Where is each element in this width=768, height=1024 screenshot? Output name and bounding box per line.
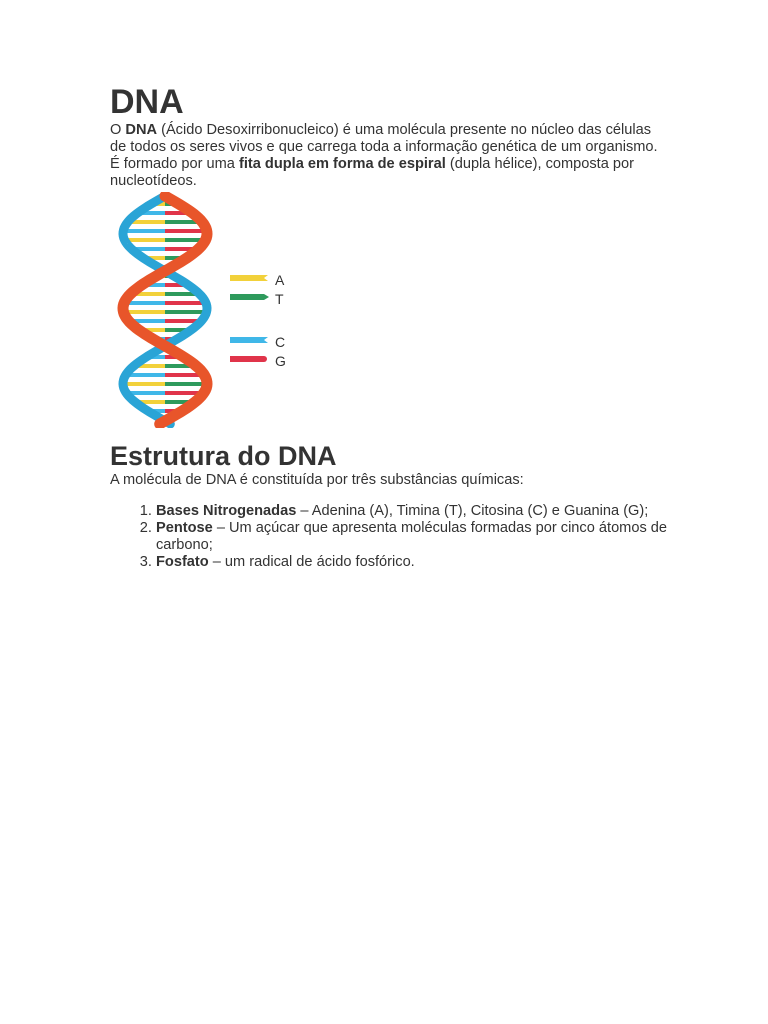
intro-2-bold: fita dupla em forma de espiral xyxy=(238,156,446,172)
legend-swatch-a xyxy=(230,275,268,281)
dna-helix-figure xyxy=(110,192,310,428)
list-item xyxy=(156,503,670,520)
intro-2-prefix: É formado por uma xyxy=(110,156,239,172)
list-item-bold: Pentose xyxy=(156,520,213,536)
section-lead: A molécula de DNA é constituída por três substâncias químicas: xyxy=(110,472,524,488)
legend-swatch-t xyxy=(230,294,269,300)
base-pair-rungs xyxy=(123,204,207,411)
intro-1-text: (Ácido Desoxirribonucleico) é uma molécula presente no núcleo das células de todos os seres vivos e que carrega toda a informação genética de um organismo. xyxy=(110,122,658,155)
intro-paragraph-1 xyxy=(110,122,670,156)
legend-swatch-c xyxy=(230,337,268,343)
legend-label-g: G xyxy=(275,353,286,369)
intro-paragraph-2 xyxy=(110,156,670,190)
intro-1-prefix: O xyxy=(110,122,126,138)
legend-label-t: T xyxy=(275,291,284,307)
legend-swatch-g xyxy=(230,356,267,362)
list-item xyxy=(156,520,670,554)
list-item-text: – um radical de ácido fosfórico. xyxy=(208,554,415,570)
legend-swatches xyxy=(230,275,269,362)
list-item-bold: Bases Nitrogenadas xyxy=(156,503,297,519)
list-item-text: – Adenina (A), Timina (T), Citosina (C) e Guanina (G); xyxy=(296,503,649,519)
list-item-text: – Um açúcar que apresenta moléculas formadas por cinco átomos de carbono; xyxy=(156,520,668,553)
components-list xyxy=(110,503,670,571)
list-item xyxy=(156,554,670,571)
intro-1-bold: DNA xyxy=(125,122,158,138)
document-page xyxy=(110,82,670,571)
legend-label-a: A xyxy=(275,272,285,288)
dna-helix-illustration xyxy=(110,192,310,428)
legend-label-c: C xyxy=(275,334,286,350)
intro-2-text: (dupla hélice), composta por nucleotídeos. xyxy=(110,156,634,189)
section-heading: Estrutura do DNA xyxy=(110,441,337,471)
list-item-bold: Fosfato xyxy=(156,554,209,570)
page-title: DNA xyxy=(110,83,184,121)
